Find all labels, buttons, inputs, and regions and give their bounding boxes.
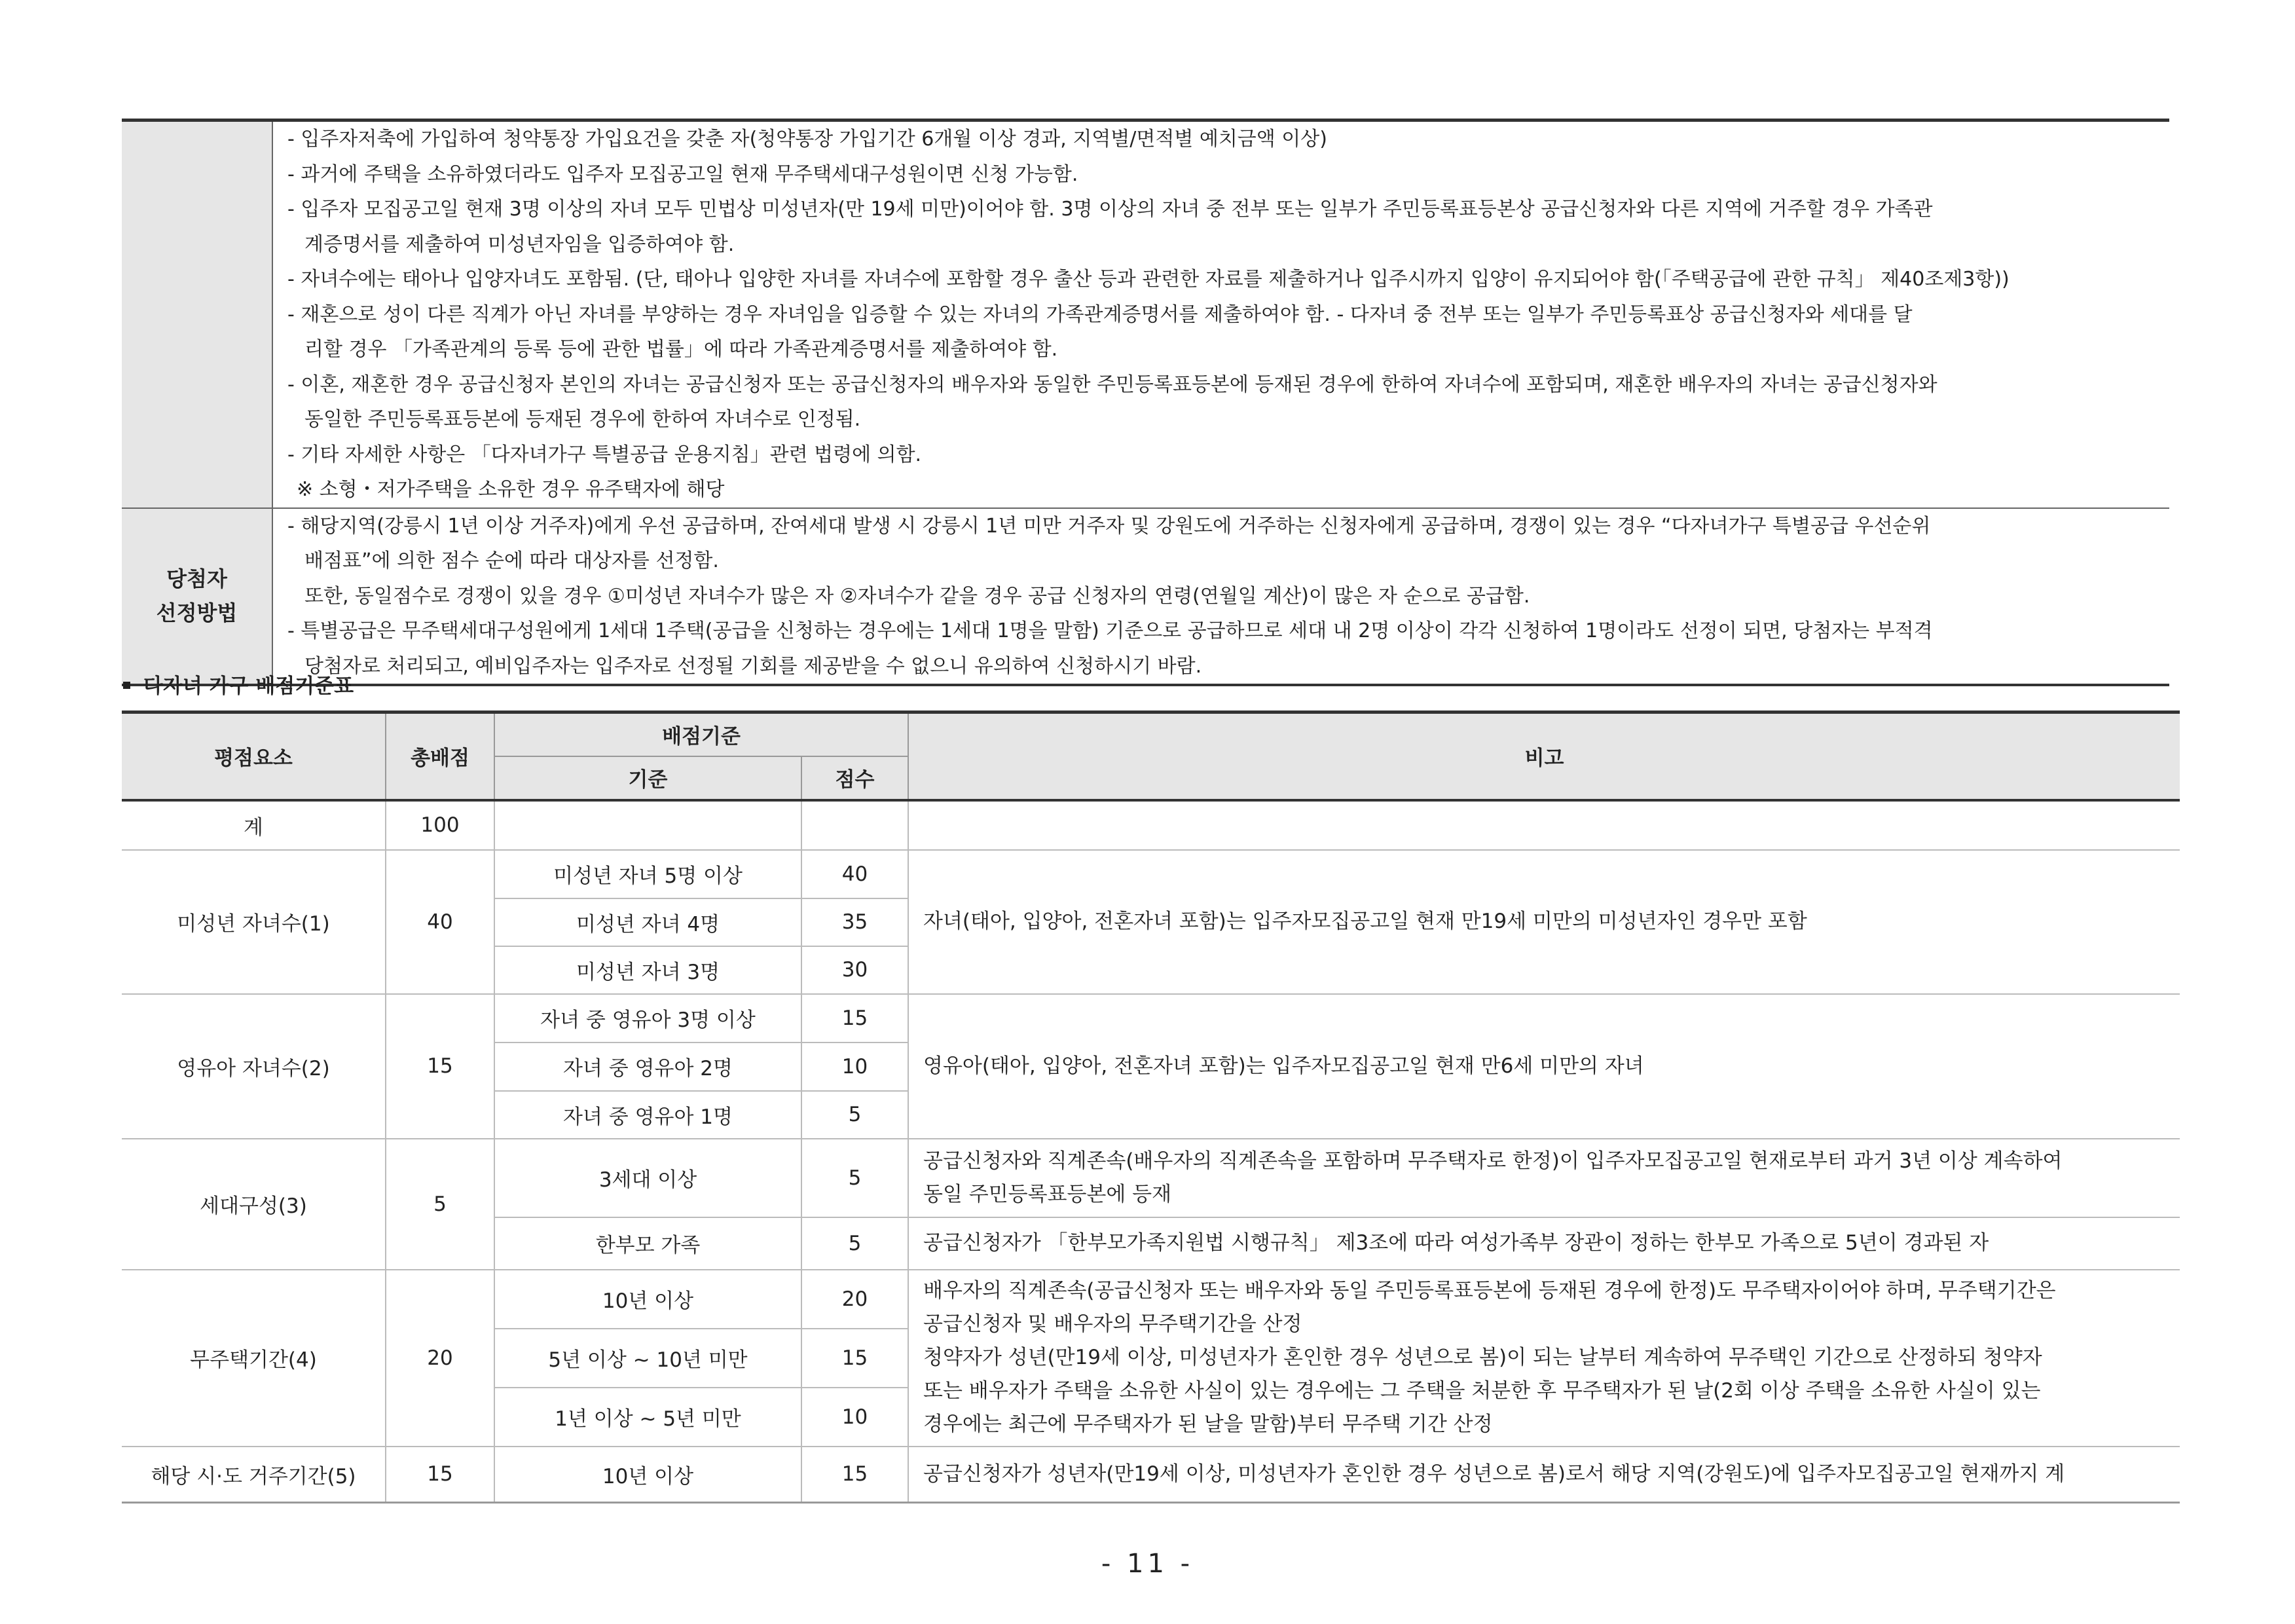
header-criteria-group: 배점기준 [494, 712, 908, 756]
selection-label-line2: 선정방법 [156, 600, 238, 626]
single-parent-note: 공급신청자가 「한부모가족지원법 시행규칙」 제3조에 따라 여성가족부 장관이 정하는 한부모 가족으로 5년이 경과된 자 [908, 1217, 2180, 1270]
points-cell: 10 [801, 1388, 908, 1447]
points-cell: 5 [801, 1091, 908, 1139]
eligibility-content [272, 120, 2169, 508]
total-item: 계 [122, 800, 386, 850]
section-title: 다자녀 가구 배점기준표 [143, 674, 354, 698]
homeless-item: 무주택기간(4) [122, 1270, 386, 1447]
eligibility-line: 리할 경우 「가족관계의 등록 등에 관한 법률」에 따라 가족관계증명서를 제출하여야 함. [304, 338, 1058, 361]
note-line: 공급신청자 및 배우자의 무주택기간을 산정 [923, 1312, 1302, 1336]
eligibility-line: - 이혼, 재혼한 경우 공급신청자 본인의 자녀는 공급신청자 또는 공급신청자의 배우자와 동일한 주민등록표등본에 등재된 경우에 한하여 자녀수에 포함되며, 재혼한 배우자의 자녀는 공급신청자와 [287, 373, 1937, 396]
header-total: 총배점 [386, 712, 494, 800]
criteria-cell: 미성년 자녀 3명 [494, 946, 801, 994]
selection-line: - 특별공급은 무주택세대구성원에게 1세대 1주택(공급을 신청하는 경우에는 1세대 1명을 말함) 기준으로 공급하므로 세대 내 2명 이상이 각각 신청하여 1명이라도 선정이 되면, 당첨자는 부적격 [287, 619, 1933, 642]
selection-line: - 해당지역(강릉시 1년 이상 거주자)에게 우선 공급하며, 잔여세대 발생 시 강릉시 1년 미만 거주자 및 강원도에 거주하는 신청자에게 공급하며, 경쟁이 있는 경우 “다자녀가구 특별공급 우선순위 [287, 514, 1931, 538]
infants-item: 영유아 자녀수(2) [122, 994, 386, 1139]
criteria-cell: 미성년 자녀 5명 이상 [494, 850, 801, 898]
points-cell: 15 [801, 994, 908, 1043]
eligibility-table [122, 119, 2169, 686]
minor-children-item: 미성년 자녀수(1) [122, 850, 386, 994]
homeless-total: 20 [386, 1270, 494, 1447]
page-number: - 11 - [1101, 1549, 1194, 1579]
criteria-cell: 자녀 중 영유아 1명 [494, 1091, 801, 1139]
eligibility-note: ※ 소형・저가주택을 소유한 경우 유주택자에 해당 [297, 478, 725, 501]
selection-line: 배점표”에 의한 점수 순에 따라 대상자를 선정함. [304, 549, 719, 572]
eligibility-line: - 과거에 주택을 소유하였더라도 입주자 모집공고일 현재 무주택세대구성원이면 신청 가능함. [287, 162, 1078, 186]
note-line: 배우자의 직계존속(공급신청자 또는 배우자와 동일 주민등록표등본에 등재된 경우에 한정)도 무주택자이어야 하며, 무주택기간은 [923, 1279, 2056, 1302]
minor-children-note: 자녀(태아, 입양아, 전혼자녀 포함)는 입주자모집공고일 현재 만19세 미만의 미성년자인 경우만 포함 [908, 850, 2180, 994]
points-cell: 35 [801, 898, 908, 946]
eligibility-line: - 기타 자세한 사항은 「다자녀가구 특별공급 운용지침」관련 법령에 의함. [287, 443, 922, 466]
criteria-cell: 미성년 자녀 4명 [494, 898, 801, 946]
eligibility-line: - 자녀수에는 태아나 입양자녀도 포함됨. (단, 태아나 입양한 자녀를 자녀수에 포함할 경우 출산 등과 관련한 자료를 제출하거나 입주시까지 입양이 유지되어야 함(「주택공급에 관한 규칙」 제40조제3항)) [287, 268, 2010, 291]
score-table [122, 710, 2180, 1504]
points-cell: 15 [801, 1447, 908, 1503]
points-cell: 30 [801, 946, 908, 994]
table-row [122, 1270, 2180, 1329]
total-points: 100 [386, 800, 494, 850]
points-cell: 40 [801, 850, 908, 898]
residence-item: 해당 시·도 거주기간(5) [122, 1447, 386, 1503]
selection-content [272, 508, 2169, 686]
homeless-note [908, 1270, 2180, 1447]
note-line: 경우에는 최근에 무주택자가 된 날을 말함)부터 무주택 기간 산정 [923, 1412, 1493, 1436]
table-row [122, 1139, 2180, 1217]
residence-total: 15 [386, 1447, 494, 1503]
points-cell: 10 [801, 1043, 908, 1091]
note-line: 공급신청자와 직계존속(배우자의 직계존속을 포함하며 무주택자로 한정)이 입주자모집공고일 현재로부터 과거 3년 이상 계속하여 [923, 1149, 2063, 1173]
empty-cell [494, 800, 801, 850]
points-cell: 15 [801, 1329, 908, 1388]
minor-children-total: 40 [386, 850, 494, 994]
points-cell: 5 [801, 1217, 908, 1270]
header-points: 점수 [801, 756, 908, 800]
criteria-cell: 한부모 가족 [494, 1217, 801, 1270]
household-note [908, 1139, 2180, 1217]
selection-label-line1: 당첨자 [166, 566, 227, 592]
empty-cell [801, 800, 908, 850]
table-row [122, 850, 2180, 898]
table-row [122, 994, 2180, 1043]
note-line: 동일 주민등록표등본에 등재 [923, 1182, 1172, 1206]
selection-label [122, 508, 272, 686]
eligibility-label-cell [122, 120, 272, 508]
selection-line: 또한, 동일점수로 경쟁이 있을 경우 ①미성년 자녀수가 많은 자 ②자녀수가 같을 경우 공급 신청자의 연령(연월일 계산)이 많은 자 순으로 공급함. [304, 584, 1530, 608]
infants-note: 영유아(태아, 입양아, 전혼자녀 포함)는 입주자모집공고일 현재 만6세 미만의 자녀 [908, 994, 2180, 1139]
header-criteria: 기준 [494, 756, 801, 800]
criteria-cell: 자녀 중 영유아 2명 [494, 1043, 801, 1091]
criteria-cell: 1년 이상 ~ 5년 미만 [494, 1388, 801, 1447]
eligibility-line: - 입주자저축에 가입하여 청약통장 가입요건을 갖춘 자(청약통장 가입기간 6개월 이상 경과, 지역별/면적별 예치금액 이상) [287, 128, 1327, 151]
household-total: 5 [386, 1139, 494, 1270]
bullet-square-icon [123, 682, 130, 689]
points-cell: 5 [801, 1139, 908, 1217]
household-item: 세대구성(3) [122, 1139, 386, 1270]
eligibility-line: 동일한 주민등록표등본에 등재된 경우에 한하여 자녀수로 인정됨. [304, 408, 861, 431]
criteria-cell: 10년 이상 [494, 1270, 801, 1329]
infants-total: 15 [386, 994, 494, 1139]
eligibility-line: 계증명서를 제출하여 미성년자임을 입증하여야 함. [304, 232, 735, 256]
header-item: 평점요소 [122, 712, 386, 800]
section-heading [123, 667, 354, 706]
table-row [122, 800, 2180, 850]
eligibility-line: - 재혼으로 성이 다른 직계가 아닌 자녀를 부양하는 경우 자녀임을 입증할 수 있는 자녀의 가족관계증명서를 제출하여야 함. - 다자녀 중 전부 또는 일부가 주민등록표상 공급신청자와 세대를 달 [287, 303, 1913, 326]
header-note: 비고 [908, 712, 2180, 800]
residence-note: 공급신청자가 성년자(만19세 이상, 미성년자가 혼인한 경우 성년으로 봄)로서 해당 지역(강원도)에 입주자모집공고일 현재까지 계 [908, 1447, 2180, 1503]
note-line: 청약자가 성년(만19세 이상, 미성년자가 혼인한 경우 성년으로 봄)이 되는 날부터 계속하여 무주택인 기간으로 산정하되 청약자 [923, 1346, 2042, 1369]
table-row [122, 1447, 2180, 1503]
criteria-cell: 3세대 이상 [494, 1139, 801, 1217]
eligibility-line: - 입주자 모집공고일 현재 3명 이상의 자녀 모두 민법상 미성년자(만 19세 미만)이어야 함. 3명 이상의 자녀 중 전부 또는 일부가 주민등록표등본상 공급신청자와 다른 지역에 거주할 경우 가족관 [287, 198, 1933, 221]
criteria-cell: 10년 이상 [494, 1447, 801, 1503]
points-cell: 20 [801, 1270, 908, 1329]
note-line: 또는 배우자가 주택을 소유한 사실이 있는 경우에는 그 주택을 처분한 후 무주택자가 된 날(2회 이상 주택을 소유한 사실이 있는 [923, 1379, 2041, 1403]
empty-cell [908, 800, 2180, 850]
criteria-cell: 5년 이상 ~ 10년 미만 [494, 1329, 801, 1388]
criteria-cell: 자녀 중 영유아 3명 이상 [494, 994, 801, 1043]
selection-line: 당첨자로 처리되고, 예비입주자는 입주자로 선정될 기회를 제공받을 수 없으니 유의하여 신청하시기 바람. [304, 654, 1202, 678]
